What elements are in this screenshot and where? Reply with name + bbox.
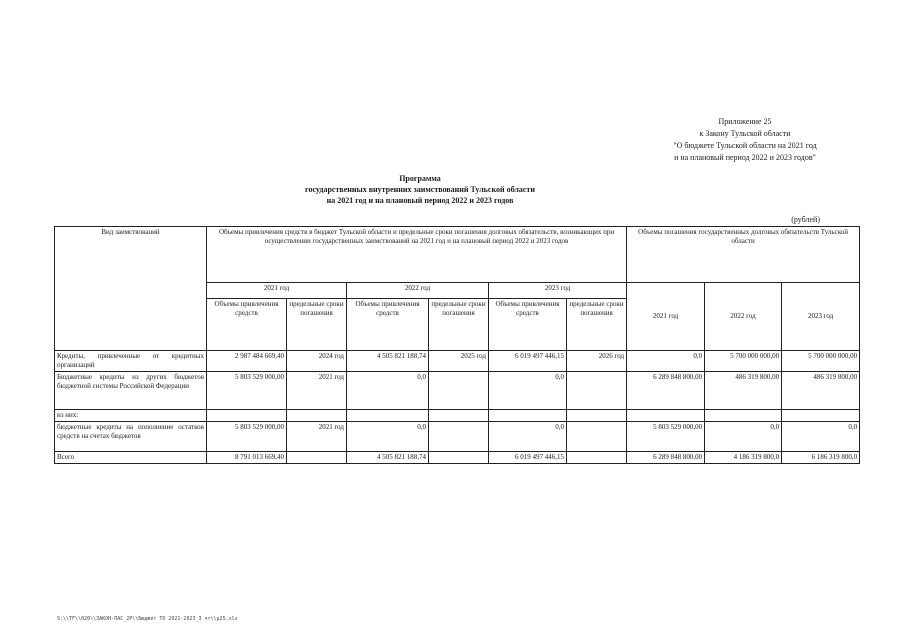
- title-line-2: государственных внутренних заимствований Тульской области: [305, 185, 535, 194]
- header-repay-2022: 2022 год: [705, 283, 782, 351]
- cell-volume-2021: 2 987 484 669,40: [207, 351, 287, 372]
- cell-volume-2023: [489, 410, 567, 422]
- cell-term-2021: 2024 год: [287, 351, 347, 372]
- table-row: [55, 422, 860, 452]
- cell-volume-2021: 5 803 529 000,00: [207, 422, 287, 452]
- row-label: Всего: [55, 452, 207, 464]
- cell-repay-2021: 5 803 529 000,00: [627, 422, 705, 452]
- header-borrowing-type: Вид заимствований: [55, 227, 207, 351]
- cell-volume-2022: 4 505 821 188,74: [347, 452, 429, 464]
- cell-repay-2022: 486 319 800,00: [705, 372, 782, 410]
- cell-volume-2022: 0,0: [347, 372, 429, 410]
- cell-term-2023: [567, 452, 627, 464]
- title-line-3: на 2021 год и на плановый период 2022 и 2023 годов: [326, 196, 514, 205]
- header-year-2021: 2021 год: [207, 283, 347, 299]
- cell-repay-2022: 5 700 000 000,00: [705, 351, 782, 372]
- subheader-term-2023: предельные сроки погашения: [567, 299, 627, 351]
- cell-repay-2021: 6 289 848 800,00: [627, 372, 705, 410]
- cell-term-2022: [429, 372, 489, 410]
- appendix-header: [640, 116, 850, 164]
- subheader-term-2021: предельные сроки погашения: [287, 299, 347, 351]
- cell-term-2021: [287, 410, 347, 422]
- cell-volume-2022: 0,0: [347, 422, 429, 452]
- cell-term-2021: 2021 год: [287, 422, 347, 452]
- cell-volume-2023: 0,0: [489, 422, 567, 452]
- file-path-footer: S:\\TF\\020\\ЗАКОН-ПАС_2P\\Бюджет TO 2021-2023_3 чт\\р25.xls: [57, 616, 238, 622]
- cell-volume-2022: [347, 410, 429, 422]
- appendix-line-1: Приложение 25: [718, 117, 772, 126]
- cell-term-2023: [567, 422, 627, 452]
- appendix-line-2: к Закону Тульской области: [699, 129, 791, 138]
- header-repay-2023: 2023 год: [782, 283, 860, 351]
- cell-repay-2023: 486 319 800,00: [782, 372, 860, 410]
- table-row-total: [55, 452, 860, 464]
- units-label: (рублей): [791, 215, 820, 224]
- row-label: бюджетные кредиты на пополнение остатков средств на счетах бюджетов: [55, 422, 207, 452]
- cell-term-2022: [429, 422, 489, 452]
- title-line-1: Программа: [399, 174, 441, 183]
- cell-term-2023: [567, 410, 627, 422]
- subheader-volume-2022: Объемы привлечения средств: [347, 299, 429, 351]
- row-label: Кредиты, привлеченные от кредитных организаций: [55, 351, 207, 372]
- cell-repay-2021: 0,0: [627, 351, 705, 372]
- table-row: [55, 410, 860, 422]
- cell-repay-2023: [782, 410, 860, 422]
- borrowing-program-table: [54, 226, 860, 464]
- subheader-volume-2021: Объемы привлечения средств: [207, 299, 287, 351]
- cell-term-2022: 2025 год: [429, 351, 489, 372]
- cell-term-2021: [287, 452, 347, 464]
- header-year-2023: 2023 год: [489, 283, 627, 299]
- cell-term-2021: 2021 год: [287, 372, 347, 410]
- cell-volume-2023: 6 019 497 446,15: [489, 351, 567, 372]
- appendix-line-4: и на плановый период 2022 и 2023 годов": [674, 153, 816, 162]
- cell-term-2023: 2026 год: [567, 351, 627, 372]
- header-repayment-group: Объемы погашения государственных долговых обязательств Тульской области: [627, 227, 860, 283]
- cell-repay-2023: 0,0: [782, 422, 860, 452]
- cell-repay-2021: 6 289 848 800,00: [627, 452, 705, 464]
- subheader-term-2022: предельные сроки погашения: [429, 299, 489, 351]
- cell-repay-2022: 0,0: [705, 422, 782, 452]
- cell-volume-2023: 6 019 497 446,15: [489, 452, 567, 464]
- table-row: [55, 351, 860, 372]
- cell-repay-2021: [627, 410, 705, 422]
- cell-term-2023: [567, 372, 627, 410]
- cell-volume-2021: 5 803 529 000,00: [207, 372, 287, 410]
- cell-repay-2023: 5 700 000 000,00: [782, 351, 860, 372]
- document-title: [260, 173, 580, 206]
- header-repay-2021: 2021 год: [627, 283, 705, 351]
- cell-term-2022: [429, 452, 489, 464]
- cell-term-2022: [429, 410, 489, 422]
- cell-volume-2021: [207, 410, 287, 422]
- cell-repay-2023: 6 186 319 800,0: [782, 452, 860, 464]
- cell-volume-2023: 0,0: [489, 372, 567, 410]
- cell-volume-2022: 4 505 821 188,74: [347, 351, 429, 372]
- subheader-volume-2023: Объемы привлечения средств: [489, 299, 567, 351]
- header-attraction-group: Объемы привлечения средств в бюджет Тульской области и предельные сроки погашения долговых обязательств, возникающих при осуществлении государственных заимствований на 2021 год и на плановый период 2022 и 2023 годов: [207, 227, 627, 283]
- cell-repay-2022: 4 186 319 800,0: [705, 452, 782, 464]
- cell-volume-2021: 8 791 013 669,40: [207, 452, 287, 464]
- header-year-2022: 2022 год: [347, 283, 489, 299]
- table-row: [55, 372, 860, 410]
- appendix-line-3: "О бюджете Тульской области на 2021 год: [673, 141, 817, 150]
- row-label: Бюджетные кредиты из других бюджетов бюджетной системы Российской Федерации: [55, 372, 207, 410]
- cell-repay-2022: [705, 410, 782, 422]
- row-label: из них:: [55, 410, 207, 422]
